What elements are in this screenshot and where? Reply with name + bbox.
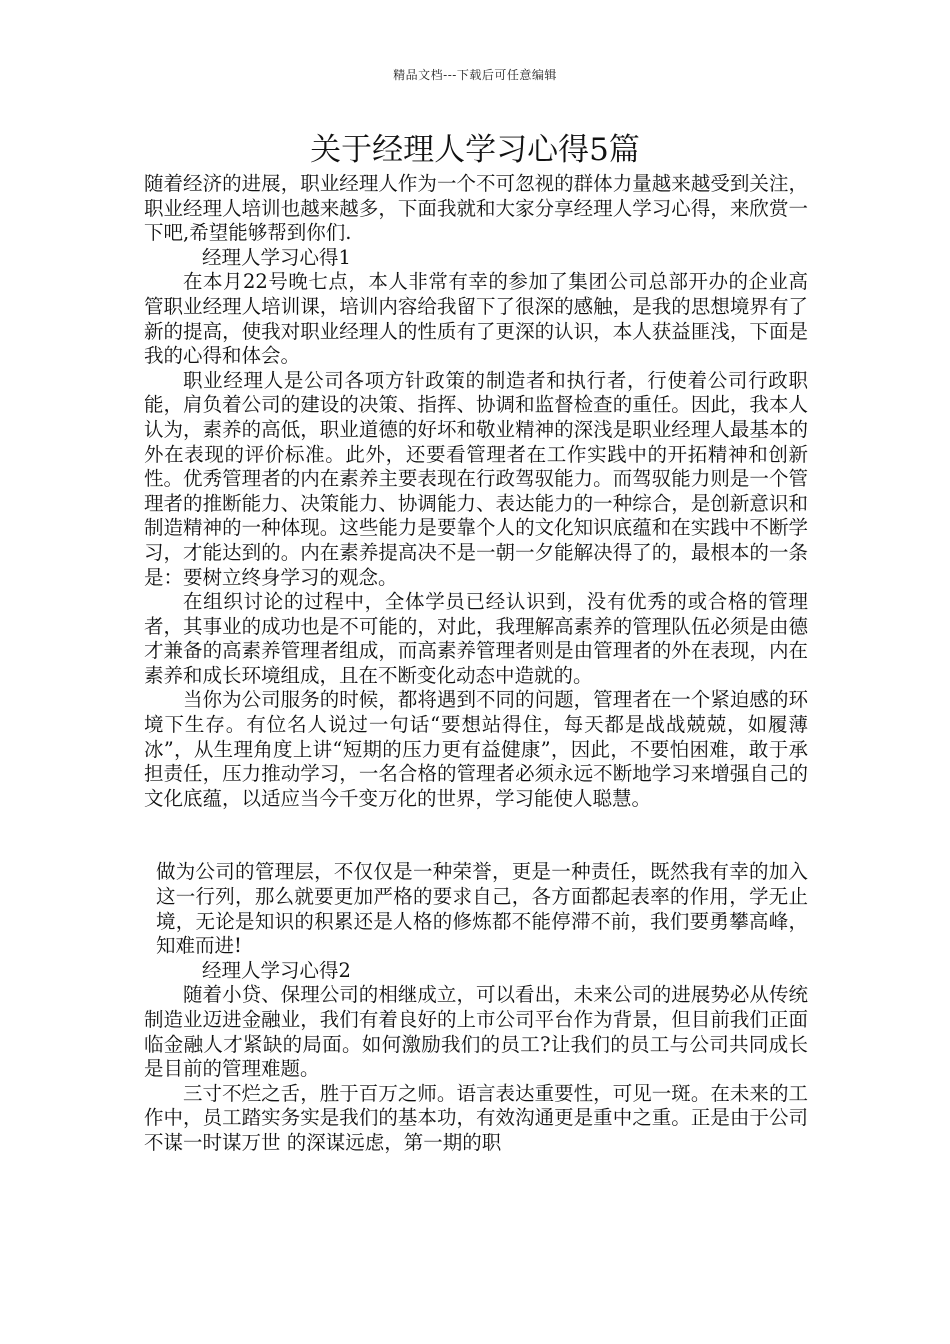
- paragraph: 当你为公司服务的时候，都将遇到不同的问题，管理者在一个紧迫感的环境下生存。有位名人说过一句话“要想站得住，每天都是战战兢兢，如履薄冰”，从生理角度上讲“短期的压力更有益健康”，因此，不要怕困难，敢于承担责任，压力推动学习，一名合格的管理者必须永远不断地学习来增强自己的文化底蕴，以适应当今千变万化的世界，学习能使人聪慧。: [144, 688, 808, 810]
- paragraph: 做为公司的管理层，不仅仅是一种荣誉，更是一种责任，既然我有幸的加入这一行列，那么就要更加严格的要求自己，各方面都起表率的作用，学无止境，无论是知识的积累还是人格的修炼都不能停滞不前，我们要勇攀高峰，知难而进!: [156, 860, 808, 958]
- document-body: [144, 172, 808, 1156]
- paragraph: 在组织讨论的过程中，全体学员已经认识到，没有优秀的或合格的管理者，其事业的成功也是不可能的，对此，我理解高素养的管理队伍必须是由德才兼备的高素养管理者组成，而高素养管理者则是由管理者的外在表现，内在素养和成长环境组成，且在不断变化动态中造就的。: [144, 590, 808, 687]
- paragraph: 随着小贷、保理公司的相继成立，可以看出，未来公司的进展势必从传统制造业迈进金融业，我们有着良好的上市公司平台作为背景，但目前我们正面临金融人才紧缺的局面。如何激励我们的员工?让我们的员工与公司共同成长是目前的管理难题。: [144, 983, 808, 1081]
- section-heading-2: 经理人学习心得2: [202, 958, 351, 982]
- paragraph: 在本月22号晚七点，本人非常有幸的参加了集团公司总部开办的企业高管职业经理人培训课，培训内容给我留下了很深的感触，是我的思想境界有了新的提高，使我对职业经理人的性质有了更深的认识，本人获益匪浅，下面是我的心得和体会。: [144, 270, 808, 368]
- section-heading-1: 经理人学习心得1: [202, 245, 351, 269]
- paragraph: 三寸不烂之舌，胜于百万之师。语言表达重要性，可见一斑。在未来的工作中，员工踏实务实是我们的基本功，有效沟通更是重中之重。正是由于公司 不谋一时谋万世 的深谋远虑，第一期的职: [144, 1081, 808, 1154]
- blank-line: [144, 811, 808, 860]
- intro-paragraph: 随着经济的进展，职业经理人作为一个不可忽视的群体力量越来越受到关注，职业经理人培训也越来越多，下面我就和大家分享经理人学习心得，来欣赏一下吧,希望能够帮到你们.: [144, 172, 808, 245]
- paragraph: 职业经理人是公司各项方针政策的制造者和执行者，行使着公司行政职能，肩负着公司的建设的决策、指挥、协调和监督检查的重任。因此，我本人认为，素养的高低，职业道德的好坏和敬业精神的深浅是职业经理人最基本的外在表现的评价标准。此外，还要看管理者在工作实践中的开拓精神和创新性。优秀管理者的内在素养主要表现在行政驾驭能力。而驾驭能力则是一个管理者的推断能力、决策能力、协调能力、表达能力的一种综合，是创新意识和制造精神的一种体现。这些能力是要靠个人的文化知识底蕴和在实践中不断学习，才能达到的。内在素养提高决不是一朝一夕能解决得了的，最根本的一条是：要树立终身学习的观念。: [144, 368, 808, 589]
- page-title: 关于经理人学习心得5篇: [310, 132, 640, 168]
- header-note: 精品文档---下载后可任意编辑: [393, 68, 557, 82]
